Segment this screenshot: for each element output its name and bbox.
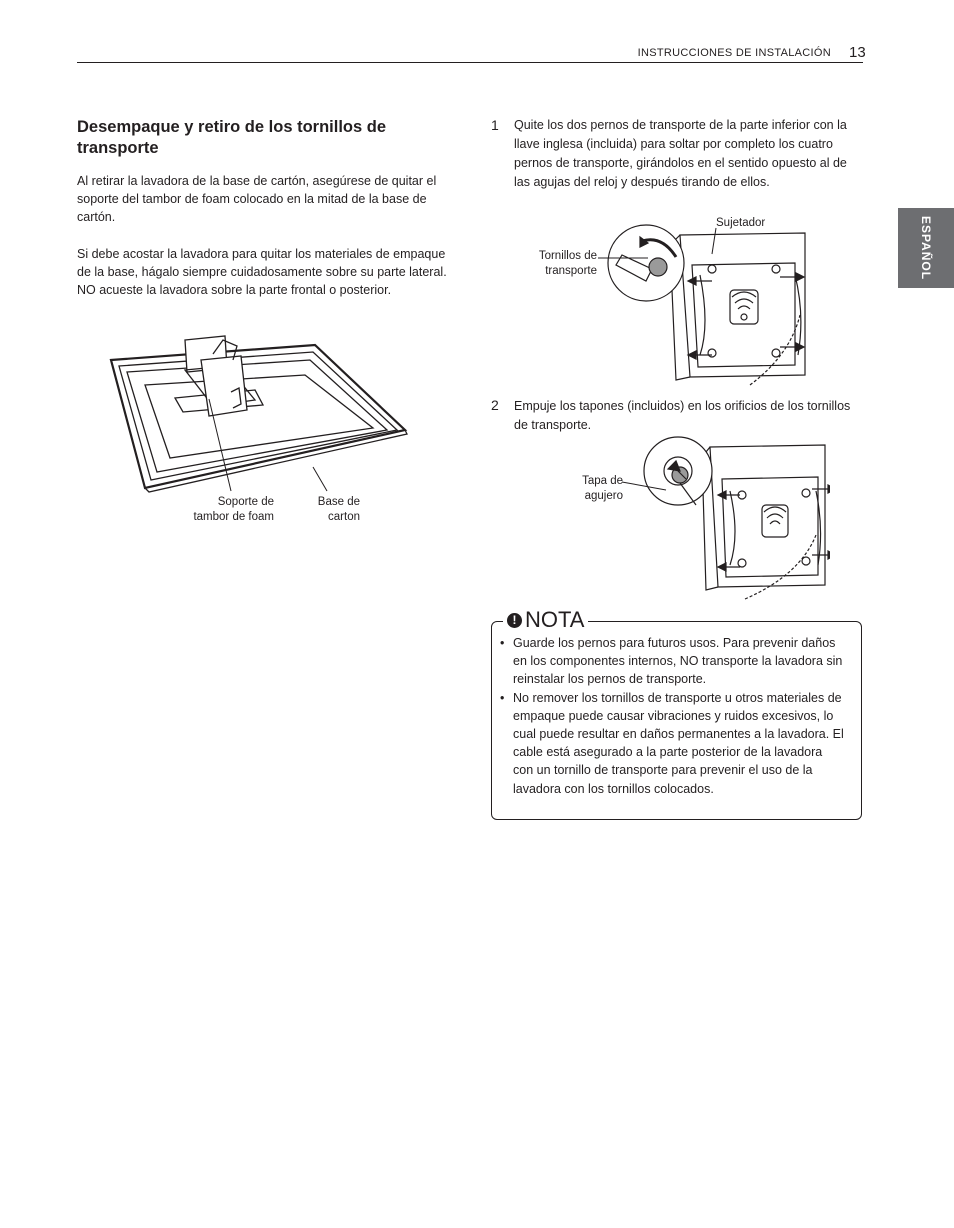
step-2-number: 2 (491, 397, 499, 413)
language-tab-label: ESPAÑOL (919, 215, 933, 281)
header-title: INSTRUCCIONES DE INSTALACIÓN (637, 47, 831, 59)
label-foam-support: Soporte de tambor de foam (193, 496, 274, 523)
label-cardboard-base: Base de carton (317, 496, 360, 523)
note-item: • No remover los tornillos de transporte u otros materiales de empaque puede causar vibraciones y ruidos excesivos, lo cual puede resultar en daños permanentes a la lavadora. El cable está asegurado a la parte posterior de la lavadora con un tornillo de transporte para prevenir el uso de la lavadora con los tornillos colocados. (499, 689, 844, 798)
page-number: 13 (849, 44, 866, 61)
label-hole-cap: Tapa de agujero (582, 475, 623, 502)
note-item: • Guarde los pernos para futuros usos. Para prevenir daños en los componentes internos, NO transporte la lavadora sin reinstalar los pernos de transporte. (499, 634, 844, 689)
washer-caps-illustration (640, 435, 830, 607)
label-transport-bolts: Tornillos de transporte (538, 250, 597, 277)
header-divider (77, 62, 863, 63)
step-1-number: 1 (491, 117, 499, 133)
warning-paragraph: Si debe acostar la lavadora para quitar los materiales de empaque de la base, hágalo siempre cuidadosamente sobre su parte lateral. NO acueste la lavadora sobre la parte frontal o posterior. (77, 247, 447, 298)
note-header (503, 608, 588, 632)
step-2-text: Empuje los tapones (incluidos) en los orificios de los tornillos de transporte. (514, 399, 851, 432)
step-1-text: Quite los dos pernos de transporte de la parte inferior con la llave inglesa (incluida) para soltar por completo los cuatro pernos de transporte, girándolos en el sentido opuesto al de las agujas del reloj y después tirando de ellos. (514, 118, 847, 189)
exclamation-icon: ! (507, 613, 522, 628)
note-list (499, 634, 844, 798)
note-title: NOTA (525, 607, 585, 632)
label-holder: Sujetador (716, 217, 766, 229)
section-heading: Desempaque y retiro de los tornillos de transporte (77, 118, 386, 157)
intro-paragraph: Al retirar la lavadora de la base de cartón, asegúrese de quitar el soporte del tambor de foam colocado en la mitad de la base de cartón. (77, 174, 437, 225)
callout-line-step2 (620, 476, 670, 496)
language-tab (898, 208, 954, 288)
callout-lines-base (205, 395, 335, 495)
